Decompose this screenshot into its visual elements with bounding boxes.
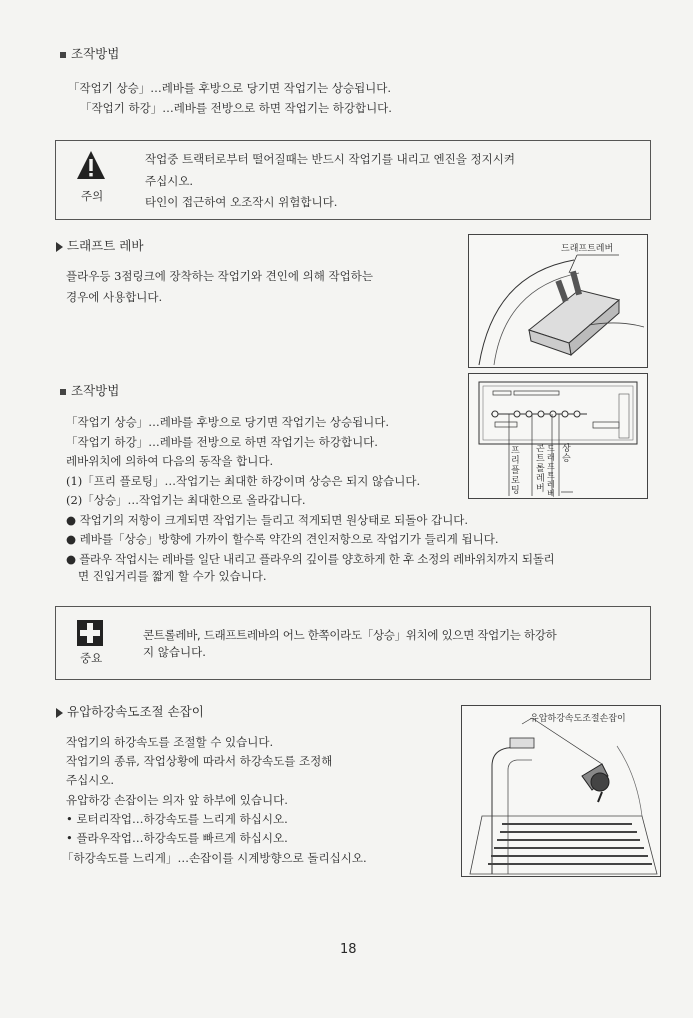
section-title-text: 드래프트 레바 — [67, 238, 144, 253]
triangle-bullet-icon — [56, 708, 63, 718]
hydraulic-knob-figure — [461, 705, 661, 877]
text-line: 「하강속도를 느리게」…손잡이를 시계방향으로 돌리십시오. — [62, 851, 367, 865]
lever-panel-figure — [468, 373, 648, 499]
bullet-square-icon — [60, 52, 66, 58]
text-line: 주십시오. — [66, 773, 115, 787]
lever-panel-illustration — [469, 374, 647, 498]
text-line: • 플라우작업…하강속도를 빠르게 하십시오. — [66, 831, 288, 845]
important-label: 중요 — [80, 651, 103, 665]
bullet-square-icon — [60, 389, 66, 395]
figure-label: 유압하강속도조절손잡이 — [530, 714, 626, 724]
text-line: 플라우등 3점링크에 장착하는 작업기와 견인에 의해 작업하는 — [66, 269, 373, 283]
section-title-operation-1 — [60, 44, 119, 62]
section-title-text: 조작방법 — [71, 383, 120, 398]
warning-triangle-icon — [75, 149, 107, 189]
text-line: 「작업기 상승」…레바를 후방으로 당기면 작업기는 상승됩니다. — [66, 415, 390, 429]
bullet-line-cont: 면 진입거리를 짧게 할 수가 있습니다. — [78, 569, 267, 583]
text-line: 「작업기 하강」…레바를 전방으로 하면 작업기는 하강합니다. — [80, 101, 392, 115]
cross-icon — [77, 620, 103, 646]
caution-line: 작업중 트랙터로부터 떨어질때는 반드시 작업기를 내리고 엔진을 정지시켜 — [145, 152, 515, 166]
text-line: 「작업기 하강」…레바를 전방으로 하면 작업기는 하강합니다. — [66, 435, 378, 449]
text-line: 작업기의 하강속도를 조절할 수 있습니다. — [66, 735, 274, 749]
text-line: (2)「상승」…작업기는 최대한으로 올라갑니다. — [66, 493, 306, 507]
text-line: (1)「프리 플로팅」…작업기는 최대한 하강이며 상승은 되지 않습니다. — [66, 474, 421, 488]
figure-label: 드래프트레버 — [561, 244, 614, 254]
text-line: • 로터리작업…하강속도를 느리게 하십시오. — [66, 812, 288, 826]
text-line: 「작업기 상승」…레바를 후방으로 당기면 작업기는 상승됩니다. — [68, 81, 392, 95]
caution-label: 주의 — [81, 189, 104, 203]
section-title-draft-lever — [56, 236, 143, 254]
hydraulic-knob-illustration — [462, 706, 660, 876]
bullet-line: ● 레바를「상승」방향에 가까이 할수록 약간의 견인저항으로 작업기가 들리게 됩니다. — [66, 532, 499, 546]
section-title-text: 조작방법 — [71, 46, 120, 61]
figure-label-raise: 상승 — [562, 444, 571, 464]
figure-label-free-floating: 프리플로팅 — [511, 446, 520, 496]
bullet-line: ● 작업기의 저항이 크게되면 작업기는 들리고 적게되면 원상태로 되돌아 갑니다. — [66, 513, 469, 527]
important-line: 지 않습니다. — [143, 645, 206, 659]
draft-lever-figure — [468, 234, 648, 368]
draft-lever-illustration — [469, 235, 647, 367]
text-line: 유압하강 손잡이는 의자 앞 하부에 있습니다. — [66, 793, 288, 807]
caution-line: 주십시오. — [145, 174, 194, 188]
page-number: 18 — [340, 942, 357, 957]
triangle-bullet-icon — [56, 242, 63, 252]
bullet-line: ● 플라우 작업시는 레바를 일단 내리고 플라우의 깊이를 양호하게 한 후 소정의 레바위치까지 되돌리 — [66, 552, 555, 566]
text-line: 경우에 사용합니다. — [66, 290, 163, 304]
text-line: 레바위치에 의하여 다음의 동작을 합니다. — [66, 454, 274, 468]
important-line: 콘트롤레바, 드래프트레바의 어느 한쪽이라도「상승」위치에 있으면 작업기는 하강하 — [143, 628, 557, 642]
section-title-operation-2 — [60, 381, 119, 399]
figure-label-control-lever: 콘트롤레버 — [536, 444, 545, 494]
section-title-text: 유압하강속도조절 손잡이 — [67, 704, 204, 719]
text-line: 작업기의 종류, 작업상황에 따라서 하강속도를 조정해 — [66, 754, 333, 768]
caution-line: 타인이 접근하여 오조작시 위험합니다. — [145, 195, 338, 209]
figure-label-draft-lever: 드래프트레버 — [547, 444, 555, 498]
section-title-hydraulic-knob — [56, 702, 204, 720]
